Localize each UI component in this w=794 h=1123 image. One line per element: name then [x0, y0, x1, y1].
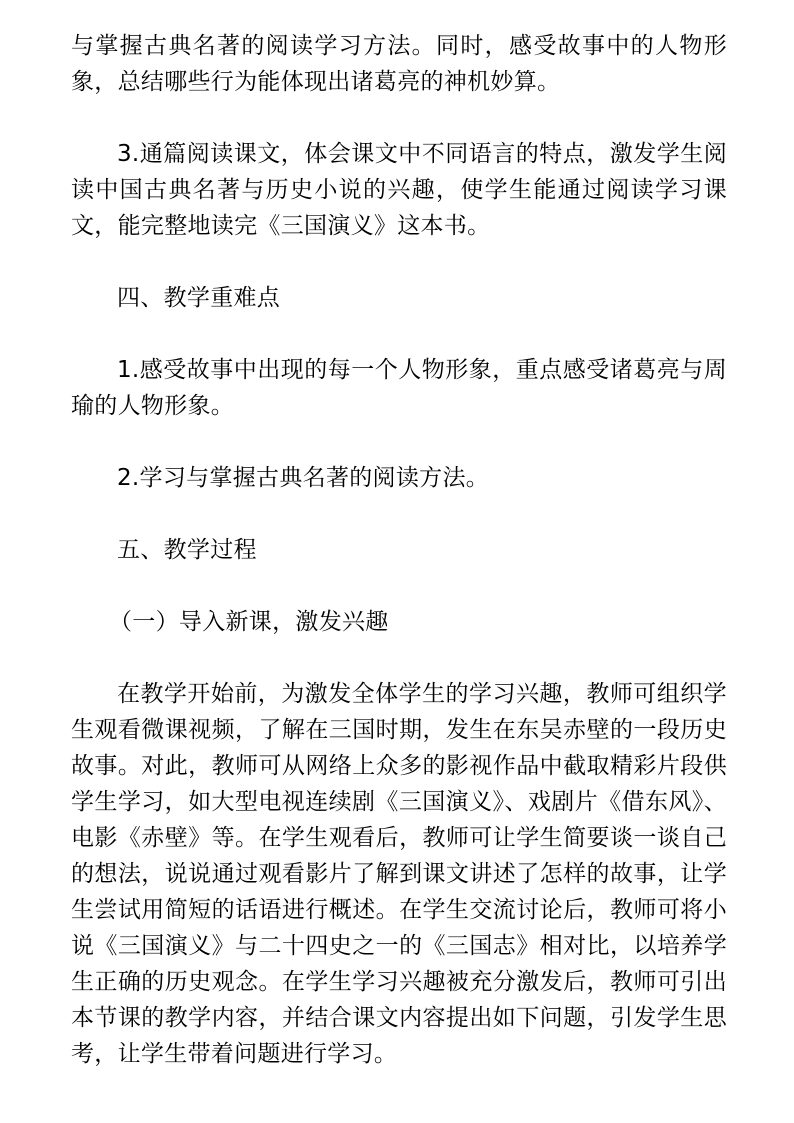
section-heading-key-points: 四、教学重难点 [117, 285, 281, 311]
paragraph-introduction-body: 在教学开始前，为激发全体学生的学习兴趣，教师可组织学生观看微课视频，了解在三国时期，发生在东吴赤壁的一段历史故事。对此，教师可从网络上众多的影视作品中截取精彩片段供学生学习，如大型电视连续剧《三国演义》、戏剧片《借东风》、电影《赤壁》等。在学生观看后，教师可让学生简要谈一谈自己的想法，说说通过观看影片了解到课文讲述了怎样的故事，让学生尝试用简短的话语进行概述。在学生交流讨论后，教师可将小说《三国演义》与二十四史之一的《三国志》相对比，以培养学生正确的历史观念。在学生学习兴趣被充分激发后，教师可引出本节课的教学内容，并结合课文内容提出如下问题，引发学生思考，让学生带着问题进行学习。 [71, 681, 727, 1067]
section-heading-teaching-process: 五、教学过程 [117, 537, 257, 563]
paragraph-objective-3: 3.通篇阅读课文，体会课文中不同语言的特点，激发学生阅读中国古典名著与历史小说的兴趣，使学生能通过阅读学习课文，能完整地读完《三国演义》这本书。 [71, 141, 727, 239]
paragraph-continuation: 与掌握古典名著的阅读学习方法。同时，感受故事中的人物形象，总结哪些行为能体现出诸葛亮的神机妙算。 [71, 33, 727, 95]
paragraph-key-point-1: 1.感受故事中出现的每一个人物形象，重点感受诸葛亮与周瑜的人物形象。 [71, 357, 727, 419]
paragraph-key-point-2: 2.学习与掌握古典名著的阅读方法。 [117, 465, 490, 491]
subheading-introduction: （一）导入新课，激发兴趣 [109, 609, 389, 635]
document-page [71, 28, 727, 1108]
